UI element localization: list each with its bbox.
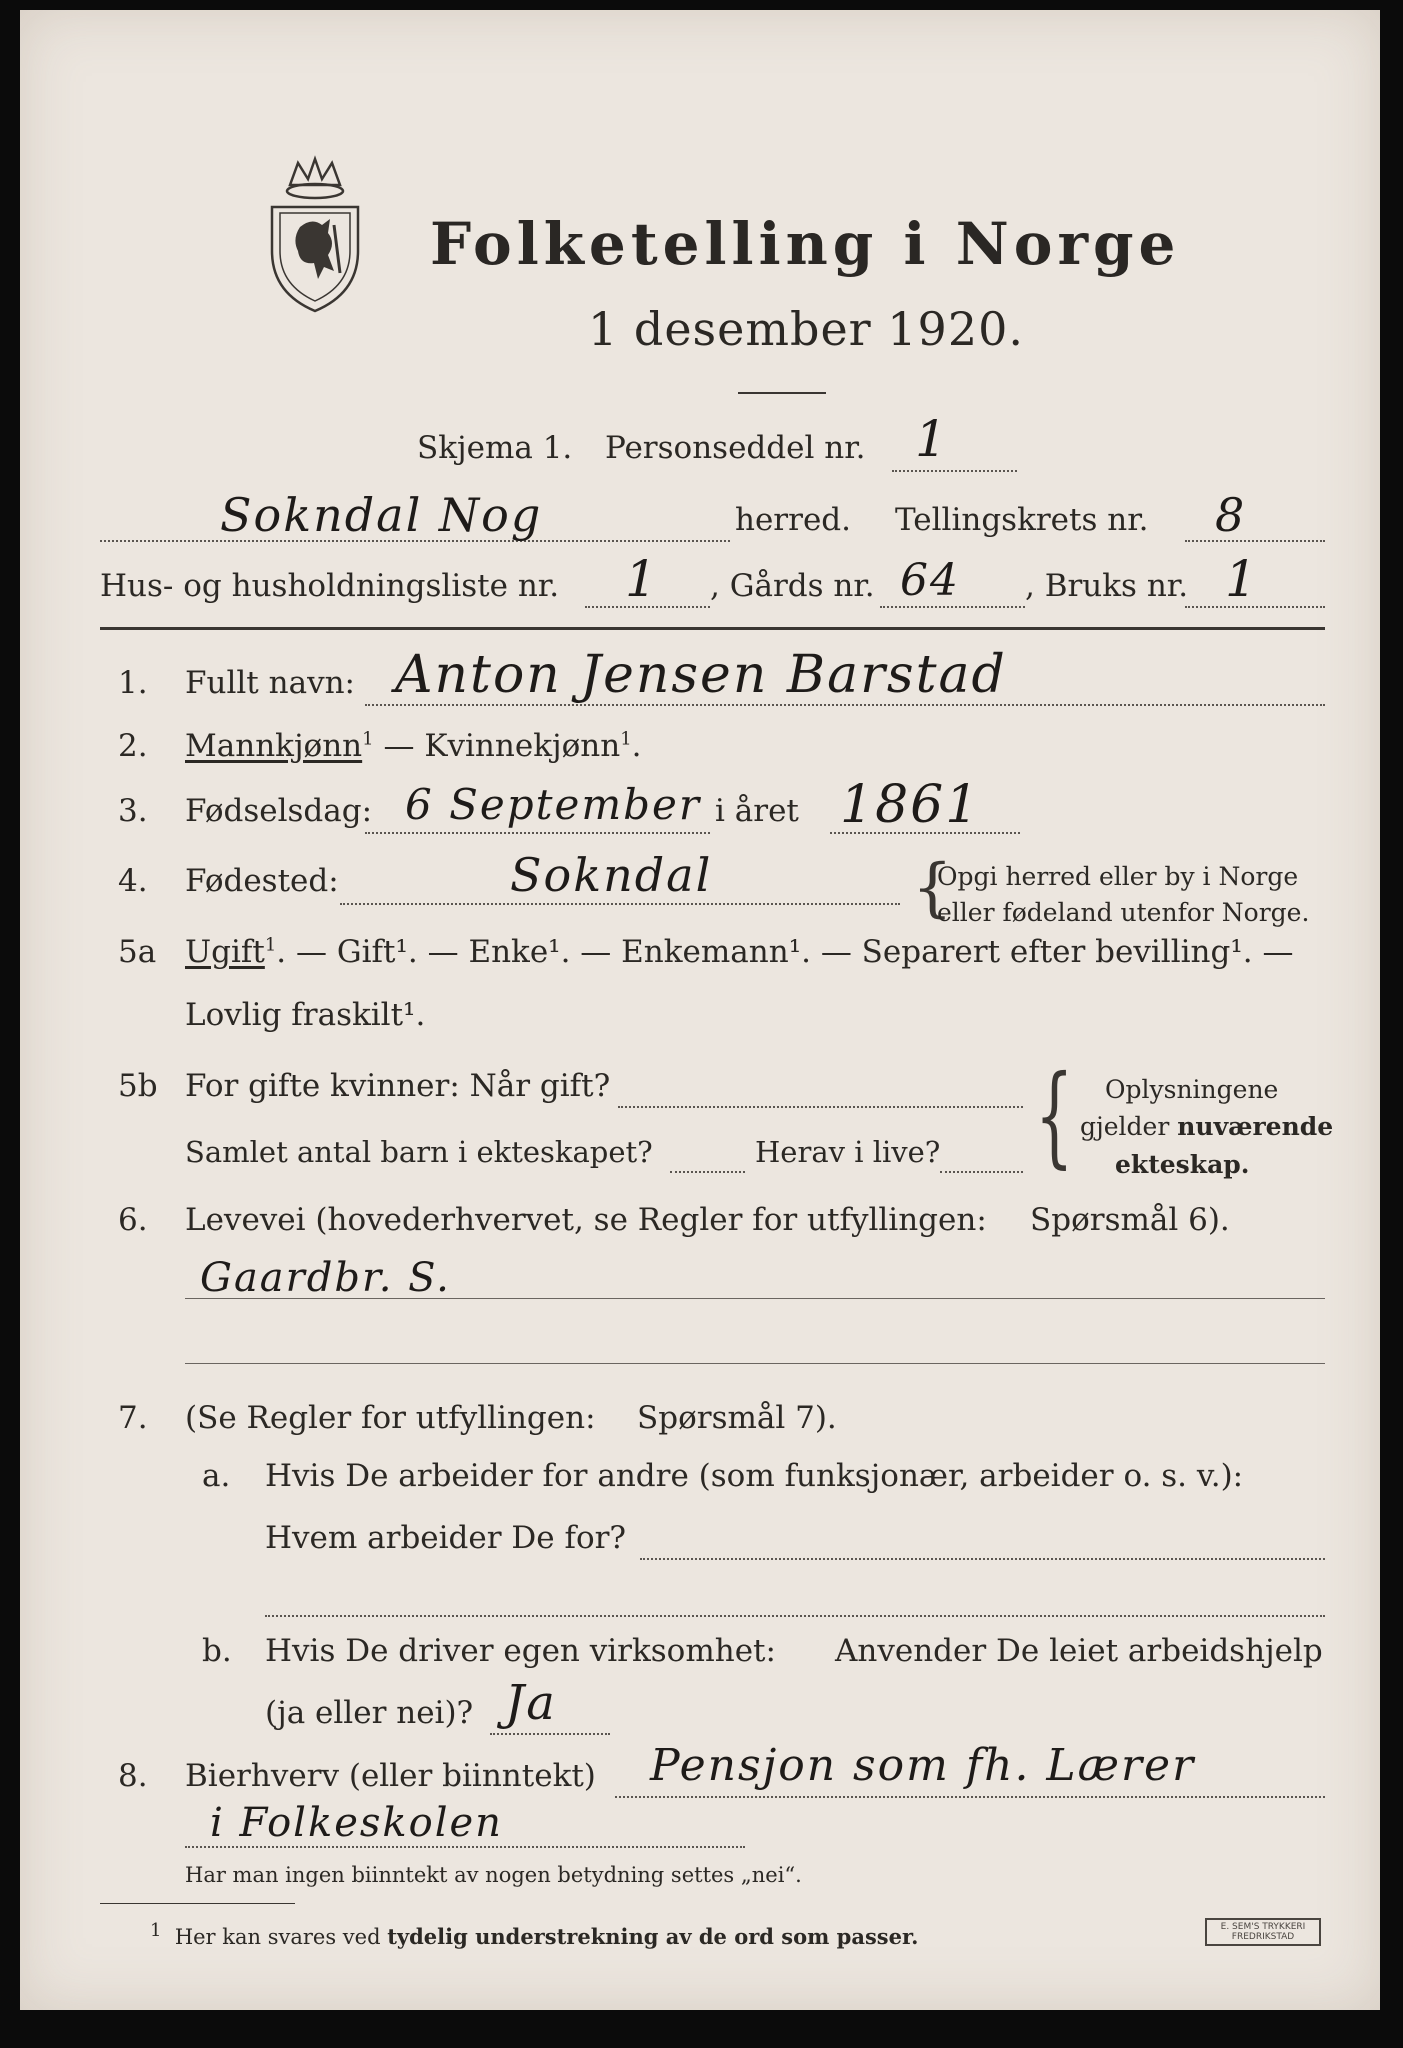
coat-of-arms-icon [260,155,370,315]
personseddel-label: Personseddel nr. [605,430,866,466]
q8-number: 8. [118,1758,148,1794]
title-divider [738,392,826,394]
q8-line1-dots [615,1796,1325,1798]
q5b-note-brace: { [1035,1051,1074,1179]
q5a-line2: Lovlig fraskilt¹. [185,997,426,1033]
census-date: 1 desember 1920. [588,302,1024,356]
q5b-line1-dots [618,1106,1023,1108]
q7b-number: b. [202,1633,232,1669]
q2-male-option: Mannkjønn [185,728,363,764]
gards-line [880,606,1025,608]
q7-label: (Se Regler for utfyllingen: [185,1400,596,1436]
personseddel-value: 1 [915,410,949,468]
q6-label-end: Spørsmål 6). [1030,1202,1230,1238]
q5b-note-line2: gjelder nuværende [1080,1112,1334,1141]
printer-stamp: E. SEM'S TRYKKERI FREDRIKSTAD [1205,1918,1321,1946]
q8-line2-dots [185,1846,745,1848]
q6-value: Gaardbr. S. [200,1255,451,1301]
q3-year-label: i året [715,793,799,829]
q3-label: Fødselsdag: [185,793,373,829]
q7-number: 7. [118,1400,148,1436]
q1-label: Fullt navn: [185,665,355,701]
q6-line2 [185,1363,1325,1364]
q5b-note-line3: ekteskap. [1115,1150,1250,1179]
q4-number: 4. [118,863,148,899]
q4-note-brace: { [912,851,953,925]
q7b-line1-end: Anvender De leiet arbeidshjelp [835,1633,1323,1669]
bruks-value: 1 [1225,550,1259,608]
q7b-line2-dots [490,1733,610,1735]
footnote-number: 1 [150,1920,162,1941]
q7-label-end: Spørsmål 7). [637,1400,837,1436]
q3-day-line [365,832,710,834]
q8-value-line1: Pensjon som fh. Lærer [650,1740,1196,1791]
q5a-options: Ugift$^1$. — Gift¹. — Enke¹. — Enkemann¹. — Separert efter bevilling¹. — [185,934,1294,970]
q1-value: Anton Jensen Barstad [395,645,1007,705]
q3-year-value: 1861 [840,775,981,835]
q5b-line2a: Samlet antal barn i ekteskapet? [185,1135,653,1169]
q1-number: 1. [118,665,148,701]
q5b-number: 5b [118,1068,158,1104]
census-form-page [20,10,1380,2010]
tellingskrets-line [1185,540,1325,542]
herred-value: Sokndal Nog [220,488,543,542]
q3-number: 3. [118,793,148,829]
q7a-line1: Hvis De arbeider for andre (som funksjonær, arbeider o. s. v.): [265,1458,1244,1494]
q4-label: Fødested: [185,863,339,899]
q7a-line2: Hvem arbeider De for? [265,1520,627,1556]
q5b-line2b: Herav i live? [755,1135,941,1169]
header-separator [100,627,1325,630]
footnote: $^1$ Her kan svares ved tydelig understrekning av de ord som passer. [150,1920,919,1949]
q8-note: Har man ingen biinntekt av nogen betydning settes „nei“. [185,1863,802,1887]
q7b-value: Ja [505,1675,557,1731]
q5a-ugift-option: Ugift [185,934,265,970]
bruks-label: , Bruks nr. [1025,568,1189,604]
liste-label: Hus- og husholdningsliste nr. [100,568,560,604]
q2-female-option: Kvinnekjønn [424,728,621,764]
footnote-divider [100,1903,295,1904]
personseddel-line [892,470,1017,472]
q8-value-line2: i Folkeskolen [210,1800,503,1846]
q6-number: 6. [118,1202,148,1238]
gards-value: 64 [900,555,960,606]
q6-label: Levevei (hovederhvervet, se Regler for utfyllingen: [185,1202,987,1238]
q5b-line2b-dots [940,1171,1023,1173]
q5b-line2a-dots [670,1171,745,1173]
q2-number: 2. [118,728,148,764]
q4-line [340,903,900,905]
q4-value: Sokndal [510,848,713,902]
q7a-line2-dots [640,1558,1325,1560]
q3-day-value: 6 September [405,780,701,829]
q7a-line3-dots [265,1615,1325,1617]
q2-gender-options: Mannkjønn$^1$ — Kvinnekjønn$^1$. [185,728,642,764]
q5a-number: 5a [118,934,157,970]
q4-note-line2: eller fødeland utenfor Norge. [937,898,1310,927]
q4-note-line1: Opgi herred eller by i Norge [937,862,1299,891]
q5b-line1: For gifte kvinner: Når gift? [185,1068,611,1104]
herred-label: herred. [735,502,851,538]
gards-label: , Gårds nr. [710,568,875,604]
skjema-label: Skjema 1. [417,430,573,466]
q7a-number: a. [202,1458,231,1494]
q7b-line2: (ja eller nei)? [265,1695,474,1731]
q7b-line1: Hvis De driver egen virksomhet: [265,1633,776,1669]
tellingskrets-label: Tellingskrets nr. [895,502,1149,538]
q8-label: Bierhverv (eller biinntekt) [185,1758,596,1794]
tellingskrets-value: 8 [1215,488,1247,542]
liste-value: 1 [625,550,659,608]
form-title: Folketelling i Norge [430,210,1181,278]
q5b-note-line1: Oplysningene [1105,1075,1279,1104]
